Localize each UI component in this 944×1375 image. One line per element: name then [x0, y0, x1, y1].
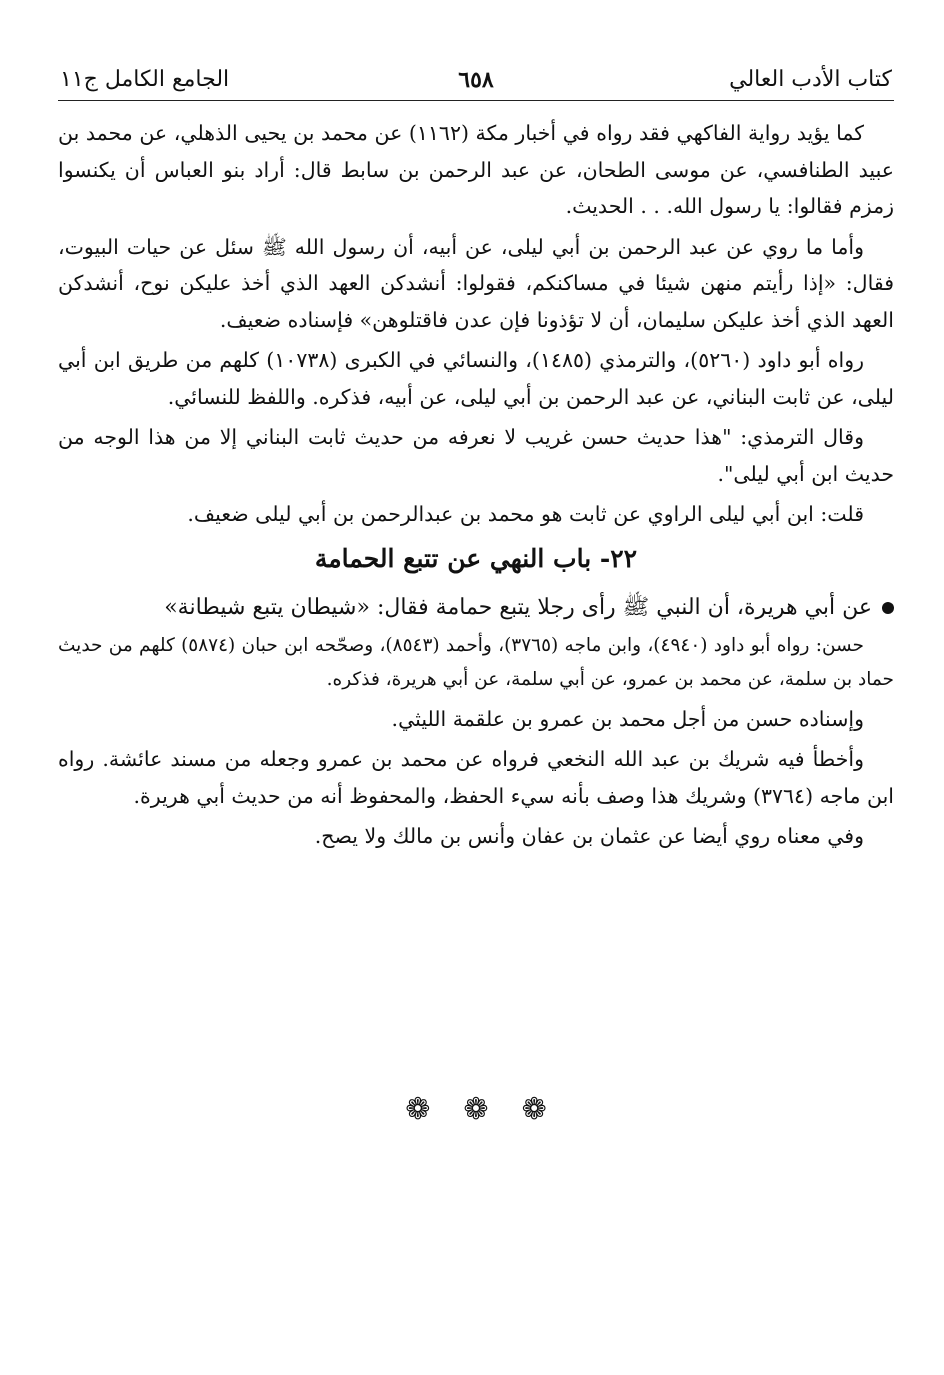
book-title: كتاب الأدب العالي: [729, 67, 892, 92]
chapter-title: ٢٢- باب النهي عن تتبع الحمامة: [314, 543, 638, 573]
ornament-flower-icon: ❁: [463, 1092, 489, 1127]
paragraph-meaning: وفي معناه روي أيضا عن عثمان بن عفان وأنس بن مالك ولا يصح.: [314, 824, 864, 848]
volume-label: الجامع الكامل ج١١: [60, 67, 230, 92]
paragraph-isnad: وإسناده حسن من أجل محمد بن عمرو بن علقمة الليثي.: [391, 706, 864, 731]
page: [58, 52, 894, 1127]
page-body: [58, 115, 894, 855]
ornament-flower-icon: ❁: [521, 1092, 547, 1127]
bullet-icon: [882, 602, 894, 614]
hadith-text: [58, 589, 894, 627]
ornament-flower-icon: ❁: [405, 1092, 431, 1127]
paragraph-fakihi: كما يؤيد رواية الفاكهي فقد رواه في أخبار مكة (١١٦٢) عن محمد بن يحيى الذهلي، عن محمد بن عبيد الطنافسي، عن موسى الطحان، عن عبد الرحمن بن سابط قال: أراد بنو العباس أن يكنسوا زمزم فقالوا: يا رسول الله. . . الحديث.: [58, 121, 894, 218]
page-header: [58, 52, 894, 101]
page-number: ٦٥٨: [458, 67, 494, 93]
paragraph-note: قلت: ابن أبي ليلى الراوي عن ثابت هو محمد بن عبدالرحمن بن أبي ليلى ضعيف.: [187, 502, 864, 526]
paragraph-abu-dawud: رواه أبو داود (٥٢٦٠)، والترمذي (١٤٨٥)، والنسائي في الكبرى (١٠٧٣٨) كلهم من طريق ابن أبي ليلى، عن ثابت البناني، عن عبد الرحمن بن أبي ليلى، عن أبيه، فذكره. واللفظ للنسائي.: [58, 348, 894, 409]
takhrij-text: حسن: رواه أبو داود (٤٩٤٠)، وابن ماجه (٣٧٦٥)، وأحمد (٨٥٤٣)، وصحّحه ابن حبان (٥٨٧٤) كلهم من حديث حماد بن سلمة، عن محمد بن عمرو، عن أبي سلمة، عن أبي هريرة، فذكره.: [58, 634, 894, 690]
paragraph-sharik: وأخطأ فيه شريك بن عبد الله النخعي فرواه عن محمد بن عمرو وجعله من مسند عائشة. رواه ابن ماجه (٣٧٦٤) وشريك هذا وصف بأنه سيء الحفظ، والمحفوظ أنه من حديث أبي هريرة.: [58, 747, 894, 808]
paragraph-snakes: وأما ما روي عن عبد الرحمن بن أبي ليلى، عن أبيه، أن رسول الله ﷺ سئل عن حيات البيوت، فقال: «إذا رأيتم منهن شيئا في مساكنكم، فقولوا: أنشدكن العهد الذي أخذ عليكن نوح، أنشدكن العهد الذي أخذ عليكن سليمان، أن لا تؤذونا فإن عدن فاقتلوهن» فإسناده ضعيف.: [58, 234, 894, 332]
paragraph-tirmidhi: وقال الترمذي: "هذا حديث حسن غريب لا نعرفه من حديث ثابت البناني إلا من هذا الوجه من حديث ابن أبي ليلى".: [58, 425, 894, 486]
ornament-divider: [58, 1092, 894, 1127]
hadith-body: عن أبي هريرة، أن النبي ﷺ رأى رجلا يتبع حمامة فقال: «شيطان يتبع شيطانة»: [164, 594, 872, 620]
